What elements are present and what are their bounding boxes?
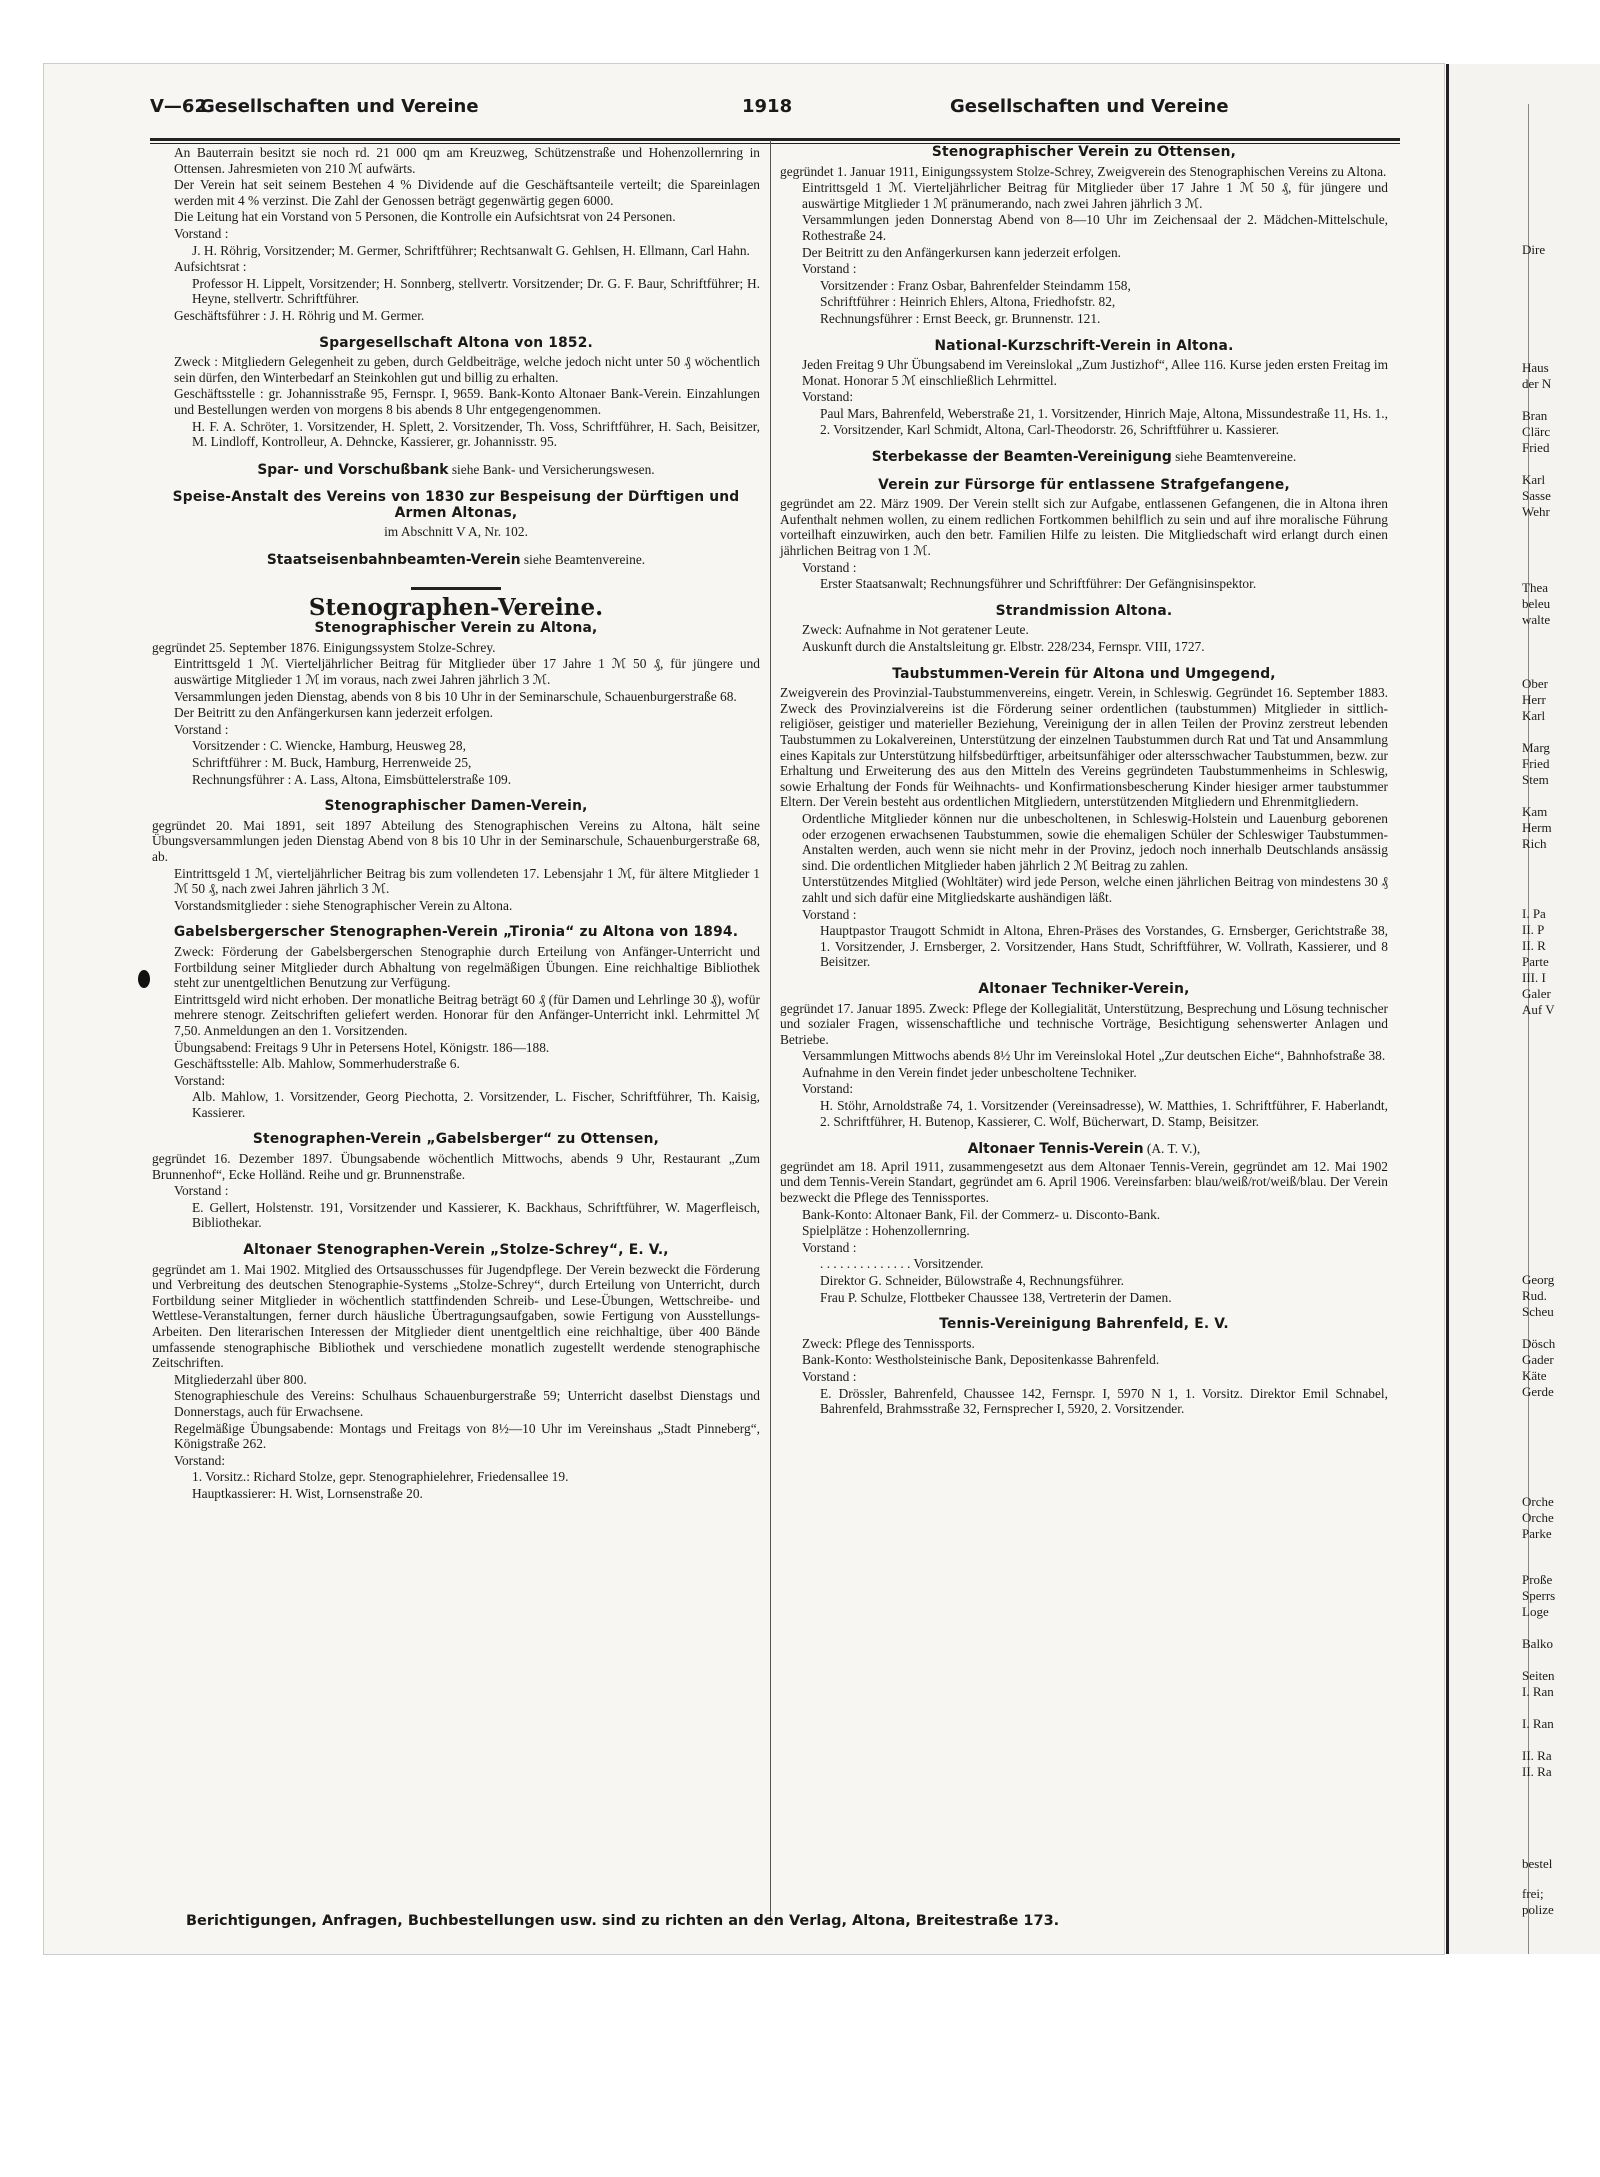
- header-rule: [150, 138, 1400, 141]
- section-text: Aufnahme in den Verein findet jeder unbescholtene Techniker.: [802, 1064, 1137, 1080]
- ref-text: siehe Beamtenvereine.: [523, 552, 646, 568]
- vorstand-list: J. H. Röhrig, Vorsitzender; M. Germer, Schriftführer; Rechtsanwalt G. Gehlsen, H. Ellmann, Carl Hahn.: [192, 242, 750, 258]
- cross-reference: [780, 449, 1388, 466]
- next-page-fragment: Fried: [1522, 440, 1550, 455]
- section-title: Taubstummen-Verein für Altona und Umgegend,: [892, 665, 1276, 682]
- label: Vorstand:: [802, 1081, 854, 1097]
- section-text: Unterstützendes Mitglied (Wohltäter) wird jede Person, welche einen jährlichen Beitrag von mindestens 30 ₰ zahlt und sich dafür eine Mitgliedskarte aushändigen läßt.: [802, 874, 1388, 905]
- section-text: Versammlungen jeden Dienstag, abends von 8 bis 10 Uhr in der Seminarschule, Schauenburgerstraße 68.: [174, 688, 737, 704]
- section-text: Mitgliederzahl über 800.: [174, 1371, 307, 1387]
- next-page-fragment: Haus: [1522, 360, 1549, 375]
- section-text: gegründet am 1. Mai 1902. Mitglied des Ortsausschusses für Jugendpflege. Der Verein bezweckt die Förderung und Verbreitung des deutschen Stenographie-Systems „Stolze-Schrey“, durch Erteilung von Unterricht, durch Fortbildung seiner Mitglieder in wöchentlich stattfindenden Schreib- und Lese-Übungen, Wettschreibe- und Wettlese-Veranstaltungen, ferner durch häusliche Übertragungsaufgaben, sowie Fertigung von Ausstellungs-Arbeiten. Den literarischen Interessen der Mitglieder dient unentgeltlich eine reichhaltige, über 400 Bände umfassende stenographische Bibliothek und verschiedene monatlich zugestellt werdende stenographische Zeitschriften.: [152, 1261, 760, 1371]
- next-page-fragment: bestel: [1522, 1856, 1553, 1871]
- intro-para: Der Verein hat seit seinem Bestehen 4 % Dividende auf die Geschäftsanteile verteilt; die Spareinlagen werden mit 4 % verzinst. Die Zahl der Genossen beträgt gegenwärtig gegen 6000.: [174, 177, 760, 208]
- next-page-fragment: Dösch: [1522, 1336, 1556, 1351]
- section-title: Stenographischer Verein zu Altona,: [314, 620, 598, 637]
- next-page-fragment: polize: [1522, 1902, 1554, 1917]
- next-page-fragment: Georg: [1522, 1272, 1555, 1287]
- next-page-fragment: Fried: [1522, 756, 1550, 771]
- section-text: Geschäftsstelle: Alb. Mahlow, Sommerhuderstraße 6.: [174, 1056, 460, 1072]
- section-title: Strandmission Altona.: [995, 602, 1173, 619]
- label: Vorstand :: [802, 261, 857, 277]
- next-page-fragment: Orche: [1522, 1494, 1554, 1509]
- vorstand-line: Schriftführer : Heinrich Ehlers, Altona, Friedhofstr. 82,: [820, 294, 1116, 310]
- section-title: Altonaer Stenographen-Verein „Stolze-Schrey“, E. V.,: [243, 1242, 669, 1259]
- section-text: gegründet am 22. März 1909. Der Verein stellt sich zur Aufgabe, entlassenen Gefangenen, die in Altona ihren Aufenthalt nehmen wollen, zu einem redlichen Fortkommen behilflich zu sein und auf ihre moralische Führung vorteilhaft einzuwirken, auch den betr. Familien Hilfe zu leisten. Die Mitgliedschaft wird erlangt durch einen jährlichen Beitrag von 1 ℳ.: [780, 496, 1388, 559]
- next-page-fragment: der N: [1522, 376, 1552, 391]
- section-text: Bank-Konto: Westholsteinische Bank, Depositenkasse Bahrenfeld.: [802, 1352, 1160, 1368]
- label: Vorstand :: [174, 721, 229, 737]
- vorstand-line: 1. Vorsitz.: Richard Stolze, gepr. Stenographielehrer, Friedensallee 19.: [192, 1469, 569, 1485]
- vorstand-line: Direktor G. Schneider, Bülowstraße 4, Rechnungsführer.: [820, 1273, 1125, 1288]
- intro-para: Die Leitung hat ein Vorstand von 5 Personen, die Kontrolle ein Aufsichtsrat von 24 Personen.: [174, 209, 676, 225]
- vorstand-list: H. Stöhr, Arnoldstraße 74, 1. Vorsitzender (Vereinsadresse), W. Matthies, 1. Schriftführer, F. Haberlandt, 2. Schriftführer, H. Butenop, Kassierer, C. Wolf, Bücherwart, D. Stamp, Beisitzer.: [820, 1098, 1388, 1129]
- vorstand-list: E. Drössler, Bahrenfeld, Chaussee 142, Fernspr. I, 5970 N 1, 1. Vorsitz. Direktor Emil Schnabel, Bahrenfeld, Brahmsstraße 32, Fernsprecher I, 5920, 2. Vorsitzender.: [820, 1385, 1388, 1417]
- section-title: Altonaer Techniker-Verein,: [978, 980, 1190, 997]
- aufsichtsrat-list: Professor H. Lippelt, Vorsitzender; H. Sonnberg, stellvertr. Vorsitzender; Dr. G. F. Baur, Schriftführer; H. Heyne, stellvertr. Schriftführer.: [192, 275, 760, 307]
- ink-blot: [138, 970, 150, 988]
- next-page-fragment: Herm: [1522, 820, 1552, 835]
- section-title: Tennis-Vereinigung Bahrenfeld, E. V.: [939, 1316, 1229, 1333]
- next-page-fragment: Scheu: [1522, 1304, 1554, 1319]
- header-right-title: Gesellschaften und Vereine: [950, 96, 1229, 117]
- vorstand-list: E. Gellert, Holstenstr. 191, Vorsitzender und Kassierer, K. Backhaus, Schriftführer, W. Magerfleisch, Bibliothekar.: [192, 1199, 760, 1231]
- section-text: Geschäftsstelle : gr. Johannisstraße 95, Fernspr. I, 9659. Bank-Konto Altonaer Bank-Verein. Einzahlungen und Bestellungen werden von morgens 8 bis abends 8 Uhr entgegengenommen.: [174, 386, 760, 417]
- section-text: Zweck: Förderung der Gabelsbergerschen Stenographie durch Erteilung von Anfänger-Unterricht und Fortbildung seiner Mitglieder durch Abhaltung von regelmäßigen Übungen. Eine reichhaltige Bibliothek steht zur unentgeltlichen Benutzung zur Verfügung.: [174, 943, 760, 991]
- next-page-fragment: Sperrs: [1522, 1588, 1556, 1603]
- next-page-fragment: Karl: [1522, 472, 1546, 487]
- vorstand-line: Vorsitzender : C. Wiencke, Hamburg, Heusweg 28,: [192, 738, 466, 754]
- next-page-fragment: Parke: [1522, 1526, 1552, 1541]
- next-page-fragment: Galer: [1522, 986, 1551, 1001]
- section-text: Zweck: Pflege des Tennissports.: [802, 1335, 975, 1351]
- section-title: Stenographen-Verein „Gabelsberger“ zu Ottensen,: [252, 1131, 660, 1148]
- next-page-fragment: Wehr: [1522, 504, 1550, 519]
- next-page-fragment: Gerde: [1522, 1384, 1554, 1399]
- next-page-fragment: Rud.: [1522, 1288, 1547, 1303]
- next-page-fragment: Ober: [1522, 676, 1548, 691]
- next-page-fragment: Clärc: [1522, 424, 1551, 439]
- label: Vorstand :: [802, 906, 857, 922]
- section-text: Auskunft durch die Anstaltsleitung gr. Elbstr. 228/234, Fernspr. VIII, 1727.: [802, 639, 1205, 655]
- left-column: [152, 145, 760, 1503]
- next-page-fragment: II. Ra: [1522, 1748, 1552, 1763]
- section-text: gegründet 17. Januar 1895. Zweck: Pflege der Kollegialität, Unterstützung, Besprechung und Lösung technischer und sozialer Fragen, wissenschaftliche und technische Vorträge, Besichtigung sehenswerter Anlagen und Betriebe.: [780, 1000, 1388, 1047]
- section-text: Bank-Konto: Altonaer Bank, Fil. der Commerz- u. Disconto-Bank.: [802, 1206, 1161, 1222]
- section-text: gegründet 25. September 1876. Einigungssystem Stolze-Schrey.: [152, 639, 496, 655]
- next-page-fragment: Stem: [1522, 772, 1549, 787]
- vorstand-line: Vorsitzender : Franz Osbar, Bahrenfelder Steindamm 158,: [820, 277, 1131, 293]
- next-page-fragment: I. Pa: [1522, 906, 1546, 921]
- section-text: Stenographieschule des Vereins: Schulhaus Schauenburgerstraße 59; Unterricht daselbst Dienstags und Donnerstags, auch für Erwachsene.: [174, 1388, 760, 1419]
- next-page-fragment: Proße: [1522, 1572, 1553, 1587]
- column-separator: [770, 140, 771, 1920]
- next-page-fragment: I. Ran: [1522, 1684, 1554, 1699]
- section-ref: im Abschnitt V A, Nr. 102.: [384, 524, 528, 540]
- next-page-fragment: Auf V: [1522, 1002, 1555, 1017]
- next-page-fragment: II. Ra: [1522, 1764, 1552, 1779]
- header-year: 1918: [742, 96, 793, 117]
- next-page-fragment: frei;: [1522, 1886, 1544, 1901]
- vorstand-list: H. F. A. Schröter, 1. Vorsitzender, H. Splett, 2. Vorsitzender, Th. Voss, Schriftführer, H. Sach, Beisitzer, M. Lindloff, Kontrolleur, A. Dehncke, Kassierer, gr. Johannisstr. 95.: [192, 418, 760, 450]
- next-page-fragment: Gader: [1522, 1352, 1554, 1367]
- label: Vorstand:: [802, 389, 854, 405]
- vorstand-list: Paul Mars, Bahrenfeld, Weberstraße 21, 1. Vorsitzender, Hinrich Maje, Altona, Missundestraße 11, Hs. 1., 2. Vorsitzender, Karl Schmidt, Altona, Carl-Theodorstr. 26, Schriftführer u. Kassierer.: [820, 405, 1388, 437]
- next-page-fragment: III. I: [1522, 970, 1546, 985]
- next-page-fragment: Loge: [1522, 1604, 1549, 1619]
- next-page-fragment: Orche: [1522, 1510, 1554, 1525]
- section-title-suffix: (A. T. V.),: [1146, 1141, 1201, 1157]
- label: Vorstand :: [802, 1239, 857, 1255]
- page-footer: Berichtigungen, Anfragen, Buchbestellungen usw. sind zu richten an den Verlag, Altona, Breitestraße 173.: [186, 1913, 1060, 1929]
- next-page-fragment: Dire: [1522, 242, 1546, 257]
- vorstand-list: Erster Staatsanwalt; Rechnungsführer und Schriftführer: Der Gefängnisinspektor.: [820, 576, 1257, 592]
- cross-reference: [152, 462, 760, 479]
- section-text: Übungsabend: Freitags 9 Uhr in Petersens Hotel, Königstr. 186—188.: [174, 1039, 550, 1055]
- section-text: Zweigverein des Provinzial-Taubstummenvereins, eingetr. Verein, in Schleswig. Gegründet 16. September 1883. Zweck des Provinzialvereins ist die Förderung seiner ordentlichen (taubstummen) Mitglieder in sittlich-religiöser, geistiger und materieller Beziehung, Vereinigung der in allen Teilen der Provinz zerstreut lebenden Taubstummen zu Lokalvereinen, Unterstützung der einzelnen Taubstummen durch Rat und Tat und Ansammlung eines Kapitals zur Unterstützung hilfsbedürftiger, arbeitsunfähiger oder altersschwacher Taubstummen, bezw. zur Erhaltung und Erweiterung des aus den Mitteln des Vereins gegründeten Taubstummenheims in Schleswig, sowie Erhaltung der Fonds für Weihnachts- und Konfirmationsbescherung Kinder hiesiger armer taubstummer Eltern. Der Verein besteht aus ordentlichen Mitgliedern, unterstützenden Mitgliedern und Ehrenmitgliedern.: [780, 685, 1388, 810]
- next-page-fragment: Bran: [1522, 408, 1548, 423]
- next-page-fragment: Karl: [1522, 708, 1546, 723]
- ref-text: siehe Bank- und Versicherungswesen.: [451, 461, 655, 477]
- vorstand-line: Schriftführer : M. Buck, Hamburg, Herrenweide 25,: [192, 755, 472, 770]
- page-header: [150, 96, 1400, 126]
- section-title: Spargesellschaft Altona von 1852.: [319, 334, 593, 351]
- section-text: Ordentliche Mitglieder können nur die unbescholtenen, in Schleswig-Holstein und Lauenburg geborenen oder erzogenen erwachsenen Taubstummen, sowie die ehemaligen Schüler der Schleswiger Taubstummen-Anstalten werden, auch wenn sie nicht mehr in der Provinz, jedoch noch innerhalb Deutschlands ansässig sind. Die ordentlichen Mitglieder haben jährlich 2 ℳ Beitrag zu zahlen.: [802, 810, 1388, 873]
- next-page-fragment: Kam: [1522, 804, 1548, 819]
- section-text: Zweck: Aufnahme in Not geratener Leute.: [802, 622, 1029, 638]
- ref-title: Spar- und Vorschußbank: [257, 461, 449, 478]
- chapter-heading: Stenographen-Vereine.: [308, 593, 604, 621]
- label: Vorstand:: [174, 1072, 226, 1088]
- section-text: Zweck : Mitgliedern Gelegenheit zu geben, durch Geldbeiträge, welche jedoch nicht unter 50 ₰ wöchentlich sein dürfen, den Winterbedarf an Steinkohlen gut und billig zu erhalten.: [174, 354, 760, 385]
- section-text: Eintrittsgeld 1 ℳ. Vierteljährlicher Beitrag für Mitglieder über 17 Jahre 1 ℳ 50 ₰, für jüngere und auswärtige Mitglieder 1 ℳ pränumerando, nach zwei Jahren jährlich 3 ℳ.: [802, 180, 1388, 211]
- gf-line: Geschäftsführer : J. H. Röhrig und M. Germer.: [174, 307, 425, 323]
- section-text: Versammlungen Mittwochs abends 8½ Uhr im Vereinslokal Hotel „Zur deutschen Eiche“, Bahnhofstraße 38.: [802, 1048, 1386, 1064]
- section-title: National-Kurzschrift-Verein in Altona.: [934, 337, 1234, 354]
- label: Vorstand :: [174, 225, 229, 241]
- next-page-fragment: Seiten: [1522, 1668, 1555, 1683]
- vorstand-list: Alb. Mahlow, 1. Vorsitzender, Georg Piechotta, 2. Vorsitzender, L. Fischer, Schriftführer, Th. Kaisig, Kassierer.: [192, 1089, 760, 1120]
- section-title-line: [780, 1141, 1388, 1158]
- section-text: Eintrittsgeld 1 ℳ. Vierteljährlicher Beitrag für Mitglieder über 17 Jahre 1 ℳ 50 ₰, für jüngere und auswärtige Mitglieder 1 ℳ im voraus, nach zwei Jahren jährlich 3 ℳ.: [174, 656, 760, 688]
- next-page-fragment: Marg: [1522, 740, 1550, 755]
- section-text: Eintrittsgeld wird nicht erhoben. Der monatliche Beitrag beträgt 60 ₰ (für Damen und Lehrlinge 30 ₰), wofür mehrere stenogr. Zeitschriften geliefert werden. Honorar für den Anfänger-Unterricht inkl. Lehrmittel ℳ 7,50. Anmeldungen an den 1. Vorsitzenden.: [174, 991, 760, 1038]
- section-text: Jeden Freitag 9 Uhr Übungsabend im Vereinslokal „Zum Justizhof“, Allee 116. Kurse jeden ersten Freitag im Monat. Honorar 5 ℳ einschließlich Lehrmittel.: [802, 357, 1388, 388]
- section-text: gegründet 20. Mai 1891, seit 1897 Abteilung des Stenographischen Vereins zu Altona, hält seine Übungsversammlungen jeden Dienstag Abend von 8 bis 10 Uhr in der Seminarschule, Schauenburgerstraße 68, ab.: [152, 817, 760, 864]
- vorstand-line: Hauptkassierer: H. Wist, Lornsenstraße 20.: [192, 1485, 423, 1501]
- next-page-fragment: Parte: [1522, 954, 1549, 969]
- vorstand-list: Hauptpastor Traugott Schmidt in Altona, Ehren-Präses des Vorstandes, G. Ernsberger, Gerichtstraße 38, 1. Vorsitzender, J. Ernsberger, 2. Vorsitzender, Hans Studt, Schriftführer, W. Vollrath, Kassierer, und 8 Beisitzer.: [820, 923, 1388, 970]
- next-page-fragment: Balko: [1522, 1636, 1554, 1651]
- next-page-fragment: Käte: [1522, 1368, 1547, 1383]
- next-page-fragment: Herr: [1522, 692, 1546, 707]
- label: Vorstand :: [802, 559, 857, 575]
- section-divider: [411, 587, 501, 590]
- vorstand-line: Rechnungsführer : A. Lass, Altona, Eimsbüttelerstraße 109.: [192, 771, 512, 787]
- vorstand-line: . . . . . . . . . . . . . . Vorsitzender.: [820, 1256, 984, 1272]
- label: Vorstand :: [174, 1183, 229, 1199]
- section-text: gegründet 16. Dezember 1897. Übungsabende wöchentlich Mittwochs, abends 9 Uhr, Restaurant „Zum Brunnenhof“, Ecke Holländ. Reihe und gr. Brunnenstraße.: [152, 1151, 760, 1182]
- next-page-fragment: II. R: [1522, 938, 1546, 953]
- section-text: Der Beitritt zu den Anfängerkursen kann jederzeit erfolgen.: [174, 705, 494, 721]
- section-text: Regelmäßige Übungsabende: Montags und Freitags von 8½—10 Uhr im Vereinshaus „Stadt Pinneberg“, Königstraße 262.: [174, 1420, 760, 1452]
- section-text: Versammlungen jeden Donnerstag Abend von 8—10 Uhr im Zeichensaal der 2. Mädchen-Mittelschule, Rothestraße 24.: [802, 212, 1388, 243]
- next-page-fragment: I. Ran: [1522, 1716, 1554, 1731]
- next-page-fragment: Rich: [1522, 836, 1547, 851]
- section-title: Gabelsbergerscher Stenographen-Verein „Tironia“ zu Altona von 1894.: [173, 924, 739, 941]
- section-text: Spielplätze : Hohenzollernring.: [802, 1223, 970, 1239]
- section-text: Vorstandsmitglieder : siehe Stenographischer Verein zu Altona.: [174, 897, 513, 913]
- section-text: gegründet am 18. April 1911, zusammengesetzt aus dem Altonaer Tennis-Verein, gegründet am 12. Mai 1902 und dem Tennis-Verein Standart, gegründet am 6. April 1906. Vereinsfarben: blau/weiß/rot/weiß/blau. Der Verein bezweckt die Pflege des Tennissportes.: [780, 1158, 1388, 1206]
- ref-title: Sterbekasse der Beamten-Vereinigung: [871, 449, 1172, 466]
- next-page-fragment: walte: [1522, 612, 1551, 627]
- intro-para: An Bauterrain besitzt sie noch rd. 21 000 qm am Kreuzweg, Schützenstraße und Hohenzollernring in Ottensen. Jahresmieten von 210 ℳ aufwärts.: [174, 145, 760, 176]
- label: Vorstand:: [174, 1452, 226, 1468]
- section-title: Stenographischer Damen-Verein,: [324, 798, 588, 815]
- section-text: Der Beitritt zu den Anfängerkursen kann jederzeit erfolgen.: [802, 244, 1122, 260]
- ref-title: Staatseisenbahnbeamten-Verein: [266, 552, 521, 569]
- section-text: Eintrittsgeld 1 ℳ, vierteljährlicher Beitrag bis zum vollendeten 17. Lebensjahr 1 ℳ, für ältere Mitglieder 1 ℳ 50 ₰, nach zwei Jahren jährlich 3 ℳ.: [174, 865, 760, 897]
- vorstand-line: Frau P. Schulze, Flottbeker Chaussee 138, Vertreterin der Damen.: [820, 1289, 1172, 1305]
- label: Aufsichtsrat :: [174, 259, 247, 275]
- header-left-title: Gesellschaften und Vereine: [200, 96, 479, 117]
- section-title: Verein zur Fürsorge für entlassene Strafgefangene,: [878, 476, 1290, 493]
- section-title: Stenographischer Verein zu Ottensen,: [931, 144, 1237, 160]
- cross-reference: [152, 552, 760, 569]
- next-page-fragment: Sasse: [1522, 488, 1551, 503]
- section-title: Altonaer Tennis-Verein: [967, 1141, 1144, 1158]
- next-page-fragment: beleu: [1522, 596, 1551, 611]
- section-title: Speise-Anstalt des Vereins von 1830 zur Bespeisung der Dürftigen und Armen Altonas,: [172, 489, 740, 521]
- right-column: [780, 145, 1388, 1418]
- page-number: V—62: [150, 96, 207, 117]
- ref-text: siehe Beamtenvereine.: [1175, 449, 1297, 465]
- label: Vorstand :: [802, 1368, 857, 1384]
- vorstand-line: Rechnungsführer : Ernst Beeck, gr. Brunnenstr. 121.: [820, 310, 1101, 326]
- next-page-fragment: Thea: [1522, 580, 1548, 595]
- section-text: gegründet 1. Januar 1911, Einigungssystem Stolze-Schrey, Zweigverein des Stenographischen Vereins zu Altona.: [780, 163, 1387, 179]
- next-page-fragment: II. P: [1522, 922, 1545, 937]
